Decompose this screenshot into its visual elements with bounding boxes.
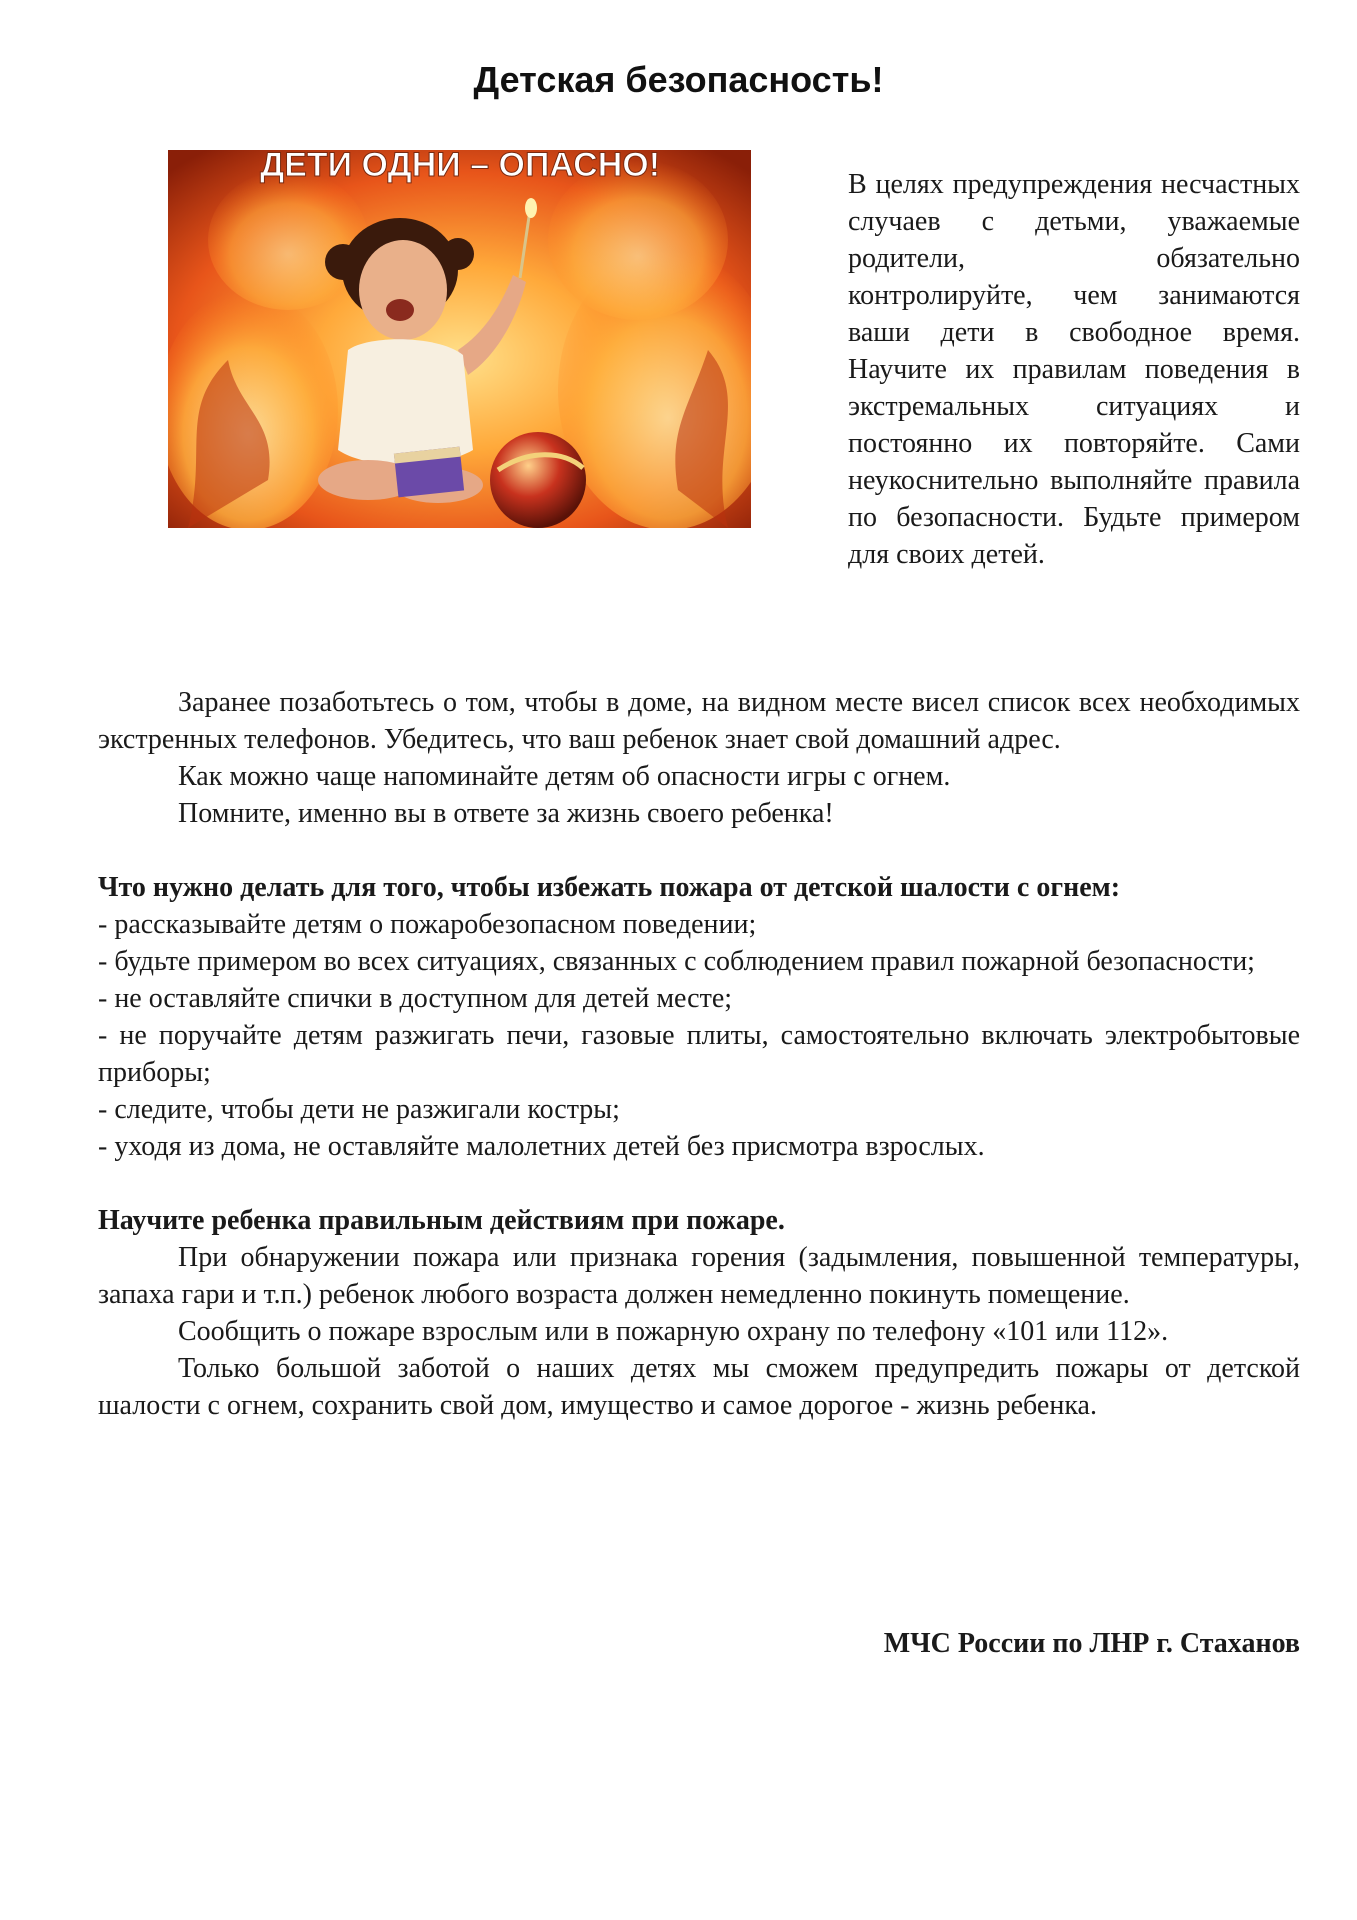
main-content <box>98 684 1300 1424</box>
section-prevention-heading: Что нужно делать для того, чтобы избежать пожара от детской шалости с огнем: <box>98 872 1121 903</box>
page-title: Детская безопасность! <box>473 59 884 100</box>
spacer <box>98 832 1300 869</box>
paragraph-emergency-phones: Заранее позаботьтесь о том, чтобы в доме, на видном месте висел список всех необходимых экстренных телефонов. Убедитесь, что ваш ребенок знает свой домашний адрес. <box>98 687 1300 755</box>
list-item: - следите, чтобы дети не разжигали костры; <box>98 1094 620 1125</box>
ball-icon <box>490 432 586 528</box>
section-actions-heading: Научите ребенка правильным действиям при пожаре. <box>98 1205 785 1236</box>
signature: МЧС России по ЛНР г. Стаханов <box>883 1628 1300 1659</box>
intro-side-paragraph: В целях предупреждения несчастных случаев с детьми, уважаемые родители, обязательно контролируйте, чем занимаются ваши дети в свободное время. Научите их правилам поведения в экстремальных ситуациях и постоянно их повторяйте. Сами неукоснительно выполняйте правила по безопасности. Будьте примером для своих детей. <box>848 169 1300 570</box>
paragraph-report-fire: Сообщить о пожаре взрослым или в пожарную охрану по телефону «101 или 112». <box>178 1316 1169 1347</box>
spacer <box>98 1165 1300 1202</box>
paragraph-closing: Только большой заботой о наших детях мы сможем предупредить пожары от детской шалости с огнем, сохранить свой дом, имущество и самое дорогое - жизнь ребенка. <box>98 1353 1300 1421</box>
paragraph-leave-room: При обнаружении пожара или признака горения (задымления, повышенной температуры, запаха гари и т.п.) ребенок любого возраста должен немедленно покинуть помещение. <box>98 1242 1300 1310</box>
list-item: - рассказывайте детям о пожаробезопасном поведении; <box>98 909 757 940</box>
poster-illustration <box>168 150 751 528</box>
list-item: - будьте примером во всех ситуациях, связанных с соблюдением правил пожарной безопасности; <box>98 946 1255 977</box>
fire-safety-poster <box>168 150 751 528</box>
poster-caption: ДЕТИ ОДНИ – ОПАСНО! <box>259 150 661 184</box>
list-item: - не оставляйте спички в доступном для детей месте; <box>98 983 733 1014</box>
list-item: - не поручайте детям разжигать печи, газовые плиты, самостоятельно включать электробытовые приборы; <box>98 1020 1300 1088</box>
list-item: - уходя из дома, не оставляйте малолетних детей без присмотра взрослых. <box>98 1131 985 1162</box>
paragraph-fire-reminder: Как можно чаще напоминайте детям об опасности игры с огнем. <box>178 761 951 792</box>
paragraph-responsibility: Помните, именно вы в ответе за жизнь своего ребенка! <box>178 798 834 829</box>
